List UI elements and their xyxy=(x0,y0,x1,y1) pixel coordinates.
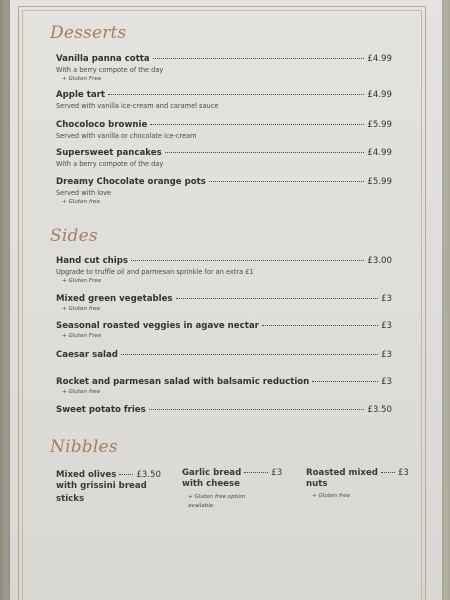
item-price: £3 xyxy=(381,321,392,331)
item-price: £3 xyxy=(381,294,392,304)
item-price: £3.50 xyxy=(136,470,161,480)
item-price: £3.00 xyxy=(367,256,392,266)
item-name: Mixed green vegetables xyxy=(56,294,173,304)
menu-item xyxy=(56,54,392,82)
menu-item xyxy=(56,148,392,168)
item-price: £4.99 xyxy=(367,148,392,158)
dietary-note: + Gluten free xyxy=(62,306,101,312)
item-price: £4.99 xyxy=(367,54,392,64)
menu-item xyxy=(56,256,392,284)
leader-dots xyxy=(312,381,378,382)
item-price: £3 xyxy=(397,468,409,478)
menu-content xyxy=(10,0,442,600)
item-name: Vanilla panna cotta xyxy=(56,54,150,64)
nibble-item xyxy=(182,468,292,511)
section-title-desserts: Desserts xyxy=(50,23,127,43)
leader-dots xyxy=(121,354,378,355)
item-name: Garlic bread xyxy=(182,468,242,478)
leader-dots xyxy=(153,58,365,59)
menu-item xyxy=(56,321,392,339)
item-price: £3.50 xyxy=(367,405,392,415)
item-name: Rocket and parmesan salad with balsamic reduction xyxy=(56,377,310,387)
item-description: With a berry compote of the day xyxy=(56,66,164,74)
menu-item xyxy=(56,177,392,205)
item-description: With a berry compote of the day xyxy=(56,160,164,168)
item-name: Seasonal roasted veggies in agave nectar xyxy=(56,321,259,331)
item-name-continued: with cheese xyxy=(182,479,240,489)
item-price: £5.99 xyxy=(367,120,392,130)
leader-dots xyxy=(119,474,133,475)
dietary-note: + Gluten Free xyxy=(62,76,102,82)
dietary-note: + Gluten free option available xyxy=(188,494,246,509)
menu-item xyxy=(56,377,392,395)
dietary-note: + Gluten free xyxy=(62,389,101,395)
item-name: Mixed olives xyxy=(56,470,117,480)
nibble-item xyxy=(306,468,418,499)
dietary-note: + Gluten Free xyxy=(62,278,102,284)
leader-dots xyxy=(176,298,379,299)
section-title-sides: Sides xyxy=(50,226,98,246)
item-description: Served with vanilla or chocolate ice-cream xyxy=(56,132,197,140)
leader-dots xyxy=(381,472,395,473)
dietary-note: + Gluten Free xyxy=(62,333,102,339)
item-name: Hand cut chips xyxy=(56,256,128,266)
item-name-continued: nuts xyxy=(306,479,328,489)
leader-dots xyxy=(150,124,364,125)
menu-page xyxy=(10,0,442,600)
item-name: Caesar salad xyxy=(56,350,118,360)
dietary-note: + Gluten free xyxy=(62,199,101,205)
menu-item xyxy=(56,405,392,415)
leader-dots xyxy=(262,325,378,326)
item-name: Apple tart xyxy=(56,90,105,100)
menu-item xyxy=(56,120,392,140)
dietary-note: + Gluten free xyxy=(312,493,351,499)
item-name: Chocoloco brownie xyxy=(56,120,148,130)
item-price: £3 xyxy=(381,377,392,387)
item-description: Upgrade to truffle oil and parmesan sprinkle for an extra £1 xyxy=(56,268,254,276)
item-price: £3 xyxy=(381,350,392,360)
item-name: Sweet potato fries xyxy=(56,405,146,415)
item-name: Dreamy Chocolate orange pots xyxy=(56,177,206,187)
item-price: £3 xyxy=(271,468,283,478)
menu-item xyxy=(56,350,392,360)
leader-dots xyxy=(244,472,268,473)
menu-item xyxy=(56,90,392,110)
item-description: Served with vanilla ice-cream and caramel sauce xyxy=(56,102,219,110)
item-description: Served with love xyxy=(56,189,112,197)
section-title-nibbles: Nibbles xyxy=(50,437,118,457)
menu-item xyxy=(56,294,392,312)
nibble-item xyxy=(56,470,166,506)
item-name: Roasted mixed xyxy=(306,468,378,478)
leader-dots xyxy=(108,94,364,95)
item-price: £4.99 xyxy=(367,90,392,100)
item-price: £5.99 xyxy=(367,177,392,187)
leader-dots xyxy=(131,260,364,261)
item-name: Supersweet pancakes xyxy=(56,148,162,158)
leader-dots xyxy=(209,181,365,182)
leader-dots xyxy=(165,152,365,153)
item-name-continued: with grissini bread sticks xyxy=(56,481,147,504)
leader-dots xyxy=(149,409,365,410)
